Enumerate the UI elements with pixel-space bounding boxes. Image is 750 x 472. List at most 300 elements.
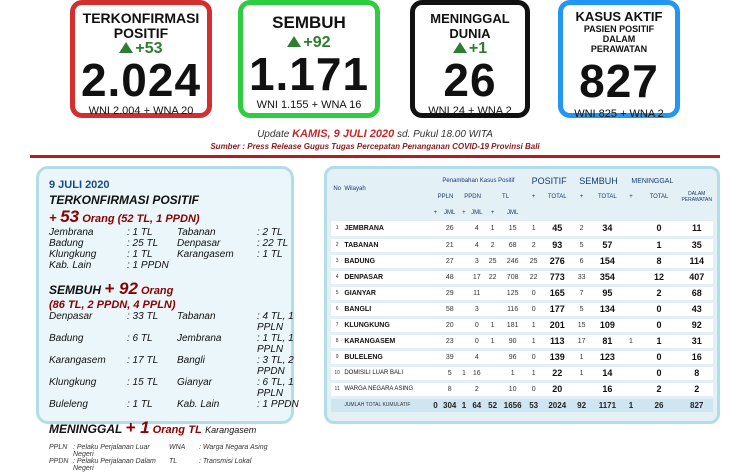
region-name: GIANYAR [344,289,376,297]
cell-value: 0 [656,368,662,378]
card-label-2: POSITIF [113,25,169,41]
cell-value: 48 [445,273,454,281]
row-number: 7 [335,322,339,328]
cell-value: 2 [531,241,536,249]
cell-value: 90 [508,337,517,345]
col-penambahan: Penambahan Kasus Positif [442,178,515,184]
cell-value: 1 [656,240,662,250]
region-name: Gianyar [177,377,213,388]
cell-value [624,365,637,381]
cell-value: 2 [579,224,584,232]
panel-date: 9 JULI 2020 [49,179,110,191]
region-name: TABANAN [344,241,379,249]
cell-value: 125 [506,289,519,297]
cell-value: 29 [445,289,454,297]
region-name: Badung [49,333,84,344]
cell-value: 11 [691,223,702,234]
cell-value: 68 [691,288,702,298]
summary-value: 1656 [500,397,526,413]
region-value: : 1 PPDN [127,260,169,271]
cell-value: 12 [654,272,665,282]
legend-desc: : Warga Negara Asing [199,444,268,451]
cell-value: 1 [531,369,536,377]
cell-value: 0 [656,223,662,234]
cell-value: 96 [508,353,517,361]
region-value: : 1 TL [127,227,153,238]
region-name: JEMBRANA [344,224,384,232]
row-number: 2 [335,242,339,248]
region-value: : 1 TL [127,249,153,260]
card-sembuh [238,0,380,118]
cell-value: 26 [445,224,454,232]
region-name: DOMISILI LUAR BALI [344,370,403,376]
table-row [331,269,713,285]
summary-panel [36,166,299,472]
table-row [331,301,713,317]
cell-value [486,301,500,317]
cell-value: 773 [549,272,565,282]
source-line: Sumber : Press Release Gugus Tugas Percepatan Penanganan COVID-19 Provinsi Bali [210,142,540,151]
card-label: MENINGGAL [430,11,510,26]
positif-count: 53 [60,207,80,226]
region-value: : 17 TL [127,355,159,366]
cell-value: 116 [507,305,519,313]
legend-desc: : Pelaku Perjalanan Dalam Negeri [73,458,156,472]
cell-value: 1 [490,321,495,329]
legend-abbr: WNA [169,444,186,451]
col-ppdn: PPDN [464,194,481,200]
region-value: : 4 TL, 1 PPLN [257,311,294,333]
cell-value: 1 [628,337,633,345]
cell-value [460,317,468,333]
cell-value: 11 [473,289,481,297]
cell-value: 35 [691,240,702,250]
cell-value [460,349,468,365]
up-triangle-icon [119,42,133,53]
row-number: 6 [335,306,339,312]
col-positif-plus: + [531,194,536,200]
positif-breakdown [49,227,289,271]
cell-value [624,317,637,333]
cell-value: 4 [474,241,479,249]
cell-value: 0 [656,304,662,314]
cell-value: 15 [577,321,586,329]
region-name: Badung [49,238,84,249]
region-name: Kab. Lain [177,399,220,410]
cell-value [431,365,439,381]
sub-plus: + [490,210,495,216]
positif-header: TERKONFIRMASI POSITIF [49,193,199,207]
cell-value [431,381,439,397]
cell-value: 276 [549,256,565,266]
cell-value [431,317,439,333]
cell-value: 5 [447,369,452,377]
summary-label: JUMLAH TOTAL KUMULATIF [343,397,431,413]
cell-value: 8 [694,368,700,378]
cell-value: 4 [474,224,479,232]
cell-value [624,301,637,317]
card-foot: WNI 1.155 + WNA 16 [256,99,362,111]
cell-value: 15 [508,224,517,232]
region-value: : 1 TL [257,249,283,260]
col-sembuh-total: TOTAL [597,194,617,200]
summary-value: 1 [460,397,468,413]
col-sembuh-plus: + [579,194,584,200]
cell-value: 7 [579,289,584,297]
cell-value: 1 [490,337,495,345]
region-name: Tabanan [177,311,216,322]
positif-count-line: + 53 Orang (52 TL, 1 PPDN) [49,207,200,226]
meninggal-line: MENINGGAL + 1 Orang TL Karangasem [49,418,257,437]
col-meninggal: MENINGGAL [631,177,674,185]
cell-value [624,349,637,365]
table-row [331,317,713,333]
cell-value: 1 [579,369,584,377]
cell-value: 2 [694,384,700,394]
cell-value [486,349,500,365]
region-name: Jembrana [177,333,222,344]
summary-value: 52 [486,397,500,413]
cell-value [624,269,637,285]
region-value: : 22 TL [257,238,289,249]
cell-value [431,349,439,365]
legend [49,444,281,472]
card-kasus-aktif [558,0,680,118]
cell-value: 8 [447,385,452,393]
cell-value: 68 [508,241,517,249]
region-name: WARGA NEGARA ASING [344,386,414,392]
cell-value: 407 [689,272,705,282]
row-number: 11 [334,386,340,392]
region-value: : 3 TL, 2 PPDN [257,355,294,377]
region-name: Klungkung [49,249,97,260]
summary-value: 26 [638,397,681,413]
table-row [331,253,713,269]
cell-value [624,237,637,253]
card-value: 26 [443,54,497,106]
cell-value [624,253,637,269]
card-label: SEMBUH [272,13,346,32]
update-line [0,128,750,140]
cell-value [624,221,637,237]
cell-value [460,221,468,237]
cell-value [460,333,468,349]
col-sembuh: SEMBUH [579,176,618,186]
cell-value: 25 [529,257,538,265]
cell-value: 33 [577,273,586,281]
table-row [331,221,713,237]
row-number: 8 [335,338,339,344]
card-meninggal [410,0,530,118]
region-table-box [324,166,720,424]
sub-plus: + [462,210,466,216]
row-number: 1 [335,225,339,232]
region-name: Denpasar [177,238,221,249]
cell-value: 34 [602,223,613,234]
summary-value: 1 [624,397,637,413]
card-label: TERKONFIRMASI [82,10,200,26]
summary-value: 53 [526,397,542,413]
cell-value: 0 [531,289,536,297]
update-prefix: Update [257,129,293,140]
region-name: Denpasar [49,311,93,322]
sembuh-detail: (86 TL, 2 PPDN, 4 PPLN) [49,299,176,311]
sembuh-line: SEMBUH + 92 Orang [49,279,174,298]
col-dalam-perawatan: DALAM PERAWATAN [681,191,712,203]
cell-value [573,381,591,397]
col-meninggal-plus: + [629,194,633,200]
card-delta: +92 [243,35,375,51]
up-triangle-icon [287,36,301,47]
region-value: : 25 TL [127,238,159,249]
cell-value: 14 [602,368,613,378]
table-row [331,381,713,397]
cell-value: 201 [549,320,565,330]
col-ppln: PPLN [437,194,454,200]
cell-value: 1 [510,369,515,377]
cell-value: 93 [552,240,563,250]
up-triangle-icon [453,42,467,53]
region-name: Karangasem [177,249,234,260]
row-number: 3 [335,258,339,264]
cell-value: 2 [474,385,479,393]
cell-value [486,381,500,397]
cell-value [624,381,637,397]
update-date: KAMIS, 9 JULI 2020 [292,128,395,140]
legend-abbr: TL [169,458,178,465]
table-row [331,365,713,381]
cell-value: 1 [531,224,536,232]
region-value: : 6 TL, 1 PPLN [257,377,294,399]
sembuh-count: + 92 [104,279,138,298]
region-value: : 2 TL [257,227,283,238]
cell-value [431,237,439,253]
region-value [257,260,317,271]
table-row [331,285,713,301]
cell-value: 1 [490,224,495,232]
cell-value: 1 [531,337,536,345]
col-tl: TL [502,194,510,200]
region-name: Karangasem [49,355,106,366]
cell-value: 0 [656,320,662,330]
cell-value: 16 [472,369,481,377]
region-name: Klungkung [49,377,97,388]
cell-value: 1 [531,321,536,329]
cell-value: 92 [691,320,702,330]
region-name: Jembrana [49,227,94,238]
cell-value: 2 [656,384,662,394]
cell-value: 25 [488,257,497,265]
region-value: : 33 TL [127,311,159,322]
card-foot: WNI 24 + WNA 2 [428,105,512,117]
card-delta: +53 [75,41,207,57]
region-name: Tabanan [177,227,216,238]
card-value: 1.171 [248,48,370,100]
cell-value [486,365,500,381]
row-number: 10 [334,370,340,376]
sembuh-breakdown [49,311,299,410]
cell-value [460,381,468,397]
sub-jml: JML [444,210,456,216]
col-positif-total: TOTAL [547,194,567,200]
cell-value [431,333,439,349]
region-value: : 1 TL, 1 PPLN [257,333,294,355]
cell-value: 58 [445,305,454,313]
divider [30,155,720,158]
cell-value [431,253,439,269]
cell-value: 22 [529,273,538,281]
cell-value: 39 [445,353,454,361]
cell-value [486,285,500,301]
cell-value [431,269,439,285]
cell-value: 3 [474,305,479,313]
cell-value: 27 [445,257,454,265]
cell-value [460,269,468,285]
cell-value: 139 [549,352,565,362]
cell-value: 165 [549,288,565,298]
cell-value: 708 [506,273,519,281]
region-table [331,173,713,415]
cell-value: 114 [689,256,704,266]
sub-jml: JML [471,210,483,216]
cell-value: 6 [579,257,584,265]
cell-value: 5 [579,305,584,313]
region-name: BANGLI [344,305,372,313]
cell-value: 21 [445,241,454,249]
summary-value: 2024 [542,397,573,413]
cell-value [460,253,468,269]
sub-jml: JML [506,210,519,216]
sub-plus: + [433,210,438,216]
cell-value: 22 [488,273,497,281]
cell-value: 0 [531,305,536,313]
meninggal-header: MENINGGAL [49,422,123,436]
cell-value: 154 [599,256,615,266]
cell-value: 177 [549,304,565,314]
legend-desc: : Pelaku Perjalanan Luar Negeri [73,444,150,458]
cell-value: 1 [461,369,466,377]
region-name: Buleleng [49,399,88,410]
cell-value: 123 [599,352,615,362]
cell-value: 4 [474,353,479,361]
cell-value: 20 [552,384,563,394]
table-row [331,237,713,253]
row-number: 9 [335,354,339,360]
table-row [331,349,713,365]
cell-value: 2 [490,241,495,249]
region-name: KARANGASEM [344,337,396,345]
cell-value: 43 [691,304,702,314]
summary-value: 827 [680,397,713,413]
card-foot: WNI 2.004 + WNA 20 [88,105,194,117]
col-positif: POSITIF [531,176,567,186]
card-terkonfirmasi [70,0,212,118]
cell-value: 31 [691,336,702,346]
cell-value: 3 [474,257,479,265]
cell-value: 81 [602,336,613,346]
cell-value: 16 [602,384,613,394]
cell-value: 95 [602,288,613,298]
cell-value: 17 [577,337,586,345]
table-row [331,333,713,349]
cell-value: 57 [602,240,613,250]
sembuh-header: SEMBUH [49,283,102,297]
region-value: : 6 TL [127,333,153,344]
summary-value: 64 [468,397,485,413]
cell-value: 16 [691,352,702,362]
region-value: : 15 TL [127,377,159,388]
cell-value: 1 [579,353,584,361]
cell-value [624,285,637,301]
summary-value: 92 [573,397,591,413]
region-name: BADUNG [344,257,376,265]
legend-abbr: PPLN [49,444,68,451]
row-number: 4 [335,274,339,280]
cell-value [431,301,439,317]
cell-value [460,285,468,301]
card-value: 827 [579,55,659,107]
update-suffix: sd. Pukul 18.00 WITA [394,129,493,140]
cell-value: 134 [599,304,615,314]
card-label: KASUS AKTIF [575,9,663,24]
legend-abbr: PPDN [49,458,69,465]
region-name [177,260,257,271]
region-name: Bangli [177,355,205,366]
cell-value [431,221,439,237]
card-label-2: DUNIA [449,26,491,41]
col-wilayah: Wilayah [344,186,366,192]
card-sublabel: PASIEN POSITIF DALAM PERAWATAN [583,24,655,54]
cell-value: 5 [579,241,584,249]
region-value: : 1 PPDN [257,399,299,410]
card-foot: WNI 825 + WNA 2 [574,108,664,120]
summary-value: 304 [440,397,460,413]
cell-value: 0 [474,337,479,345]
card-value: 2.024 [80,54,202,106]
cell-value: 10 [508,385,517,393]
cell-value: 246 [506,257,519,265]
col-meninggal-total: TOTAL [649,194,669,200]
cell-value: 8 [656,256,662,266]
cell-value: 22 [552,368,563,378]
cell-value: 1 [656,336,662,346]
legend-desc: : Transmisi Lokal [199,458,252,465]
cell-value: 0 [474,321,479,329]
cell-value: 354 [599,272,615,282]
cell-value: 0 [656,352,662,362]
region-name: BULELENG [344,353,383,361]
cell-value: 45 [552,223,563,234]
summary-value: 0 [431,397,439,413]
region-name: Kab. Lain [49,260,92,271]
cell-value: 109 [599,320,615,330]
cell-value [460,237,468,253]
row-number: 5 [335,290,339,296]
col-no: No [333,186,341,192]
summary-row [331,397,713,413]
cell-value: 181 [506,321,519,329]
cell-value: 0 [531,385,536,393]
summary-value: 1171 [590,397,624,413]
cell-value: 23 [445,337,454,345]
cell-value: 0 [531,353,536,361]
region-value: : 1 TL [127,399,153,410]
region-name: KLUNGKUNG [344,321,390,329]
cell-value: 113 [549,336,565,346]
cell-value [431,285,439,301]
meninggal-count: + 1 [125,418,150,437]
region-name: DENPASAR [344,273,384,281]
